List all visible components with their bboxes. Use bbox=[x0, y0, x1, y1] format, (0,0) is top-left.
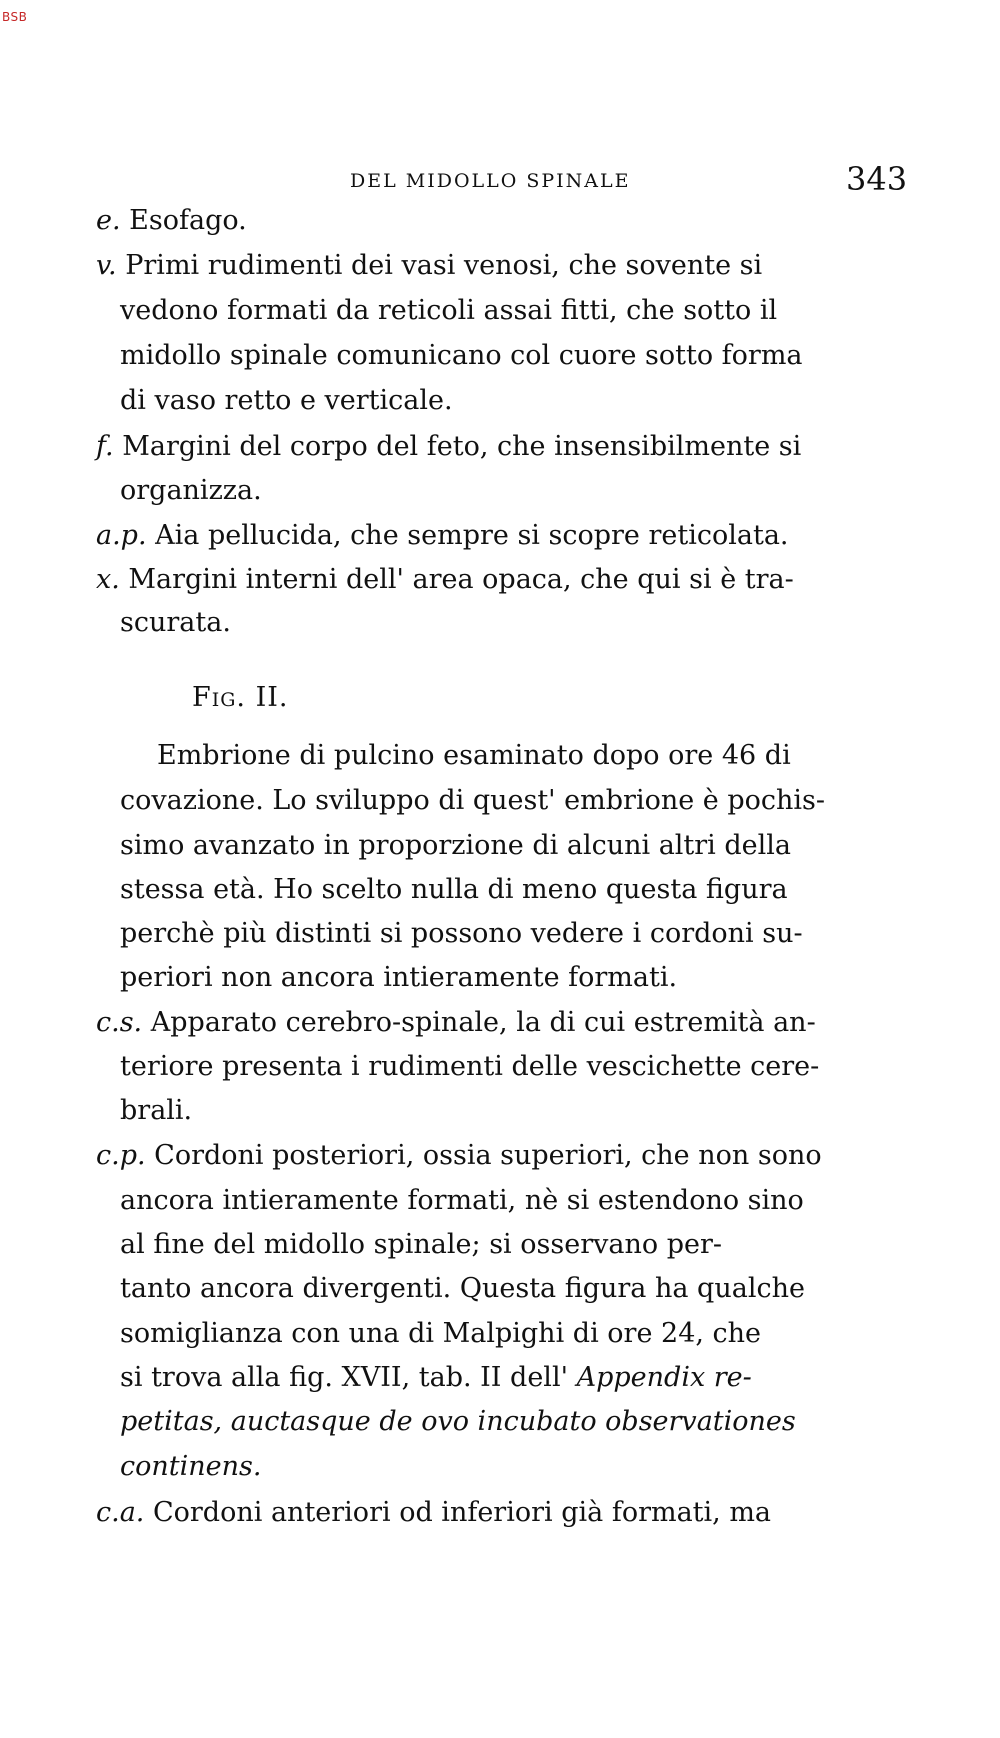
entry-text: Cordoni posteriori, ossia superiori, che non sono bbox=[154, 1140, 822, 1171]
text-line: di vaso retto e verticale. bbox=[120, 385, 453, 416]
text-line bbox=[120, 1364, 752, 1391]
text-line: stessa età. Ho scelto nulla di meno questa figura bbox=[120, 874, 788, 905]
text-line bbox=[96, 1009, 816, 1036]
latin-title-line: continens. bbox=[120, 1451, 262, 1482]
figure-heading: Fig. II. bbox=[192, 682, 289, 713]
text-line: midollo spinale comunicano col cuore sotto forma bbox=[120, 340, 803, 371]
text-line: covazione. Lo sviluppo di quest' embrione è pochis- bbox=[120, 785, 826, 816]
text-line bbox=[96, 522, 789, 549]
library-stamp: BSB bbox=[2, 10, 28, 24]
text-line: al fine del midollo spinale; si osservano per- bbox=[120, 1229, 722, 1260]
text-line: organizza. bbox=[120, 475, 262, 506]
text-line: Embrione di pulcino esaminato dopo ore 46 di bbox=[157, 740, 791, 771]
text-line: brali. bbox=[120, 1095, 193, 1126]
entry-label: v. bbox=[96, 250, 117, 281]
text-line: perchè più distinti si possono vedere i cordoni su- bbox=[120, 918, 803, 949]
entry-text: Primi rudimenti dei vasi venosi, che sovente si bbox=[125, 250, 763, 281]
text-line: ancora intieramente formati, nè si estendono sino bbox=[120, 1185, 804, 1216]
text-line bbox=[96, 207, 247, 234]
entry-text: Cordoni anteriori od inferiori già formati, ma bbox=[152, 1497, 772, 1528]
page-number: 343 bbox=[846, 160, 908, 198]
text-line: vedono formati da reticoli assai fitti, che sotto il bbox=[120, 295, 778, 326]
entry-label: c.s. bbox=[96, 1007, 143, 1038]
entry-text: Margini del corpo del feto, che insensibilmente si bbox=[122, 431, 802, 462]
text-line: periori non ancora intieramente formati. bbox=[120, 962, 678, 993]
text-line: scurata. bbox=[120, 607, 231, 638]
entry-text: Apparato cerebro-spinale, la di cui estremità an- bbox=[150, 1007, 816, 1038]
entry-text: Margini interni dell' area opaca, che qui si è tra- bbox=[128, 564, 794, 595]
entry-label: f. bbox=[96, 431, 114, 462]
text-line: teriore presenta i rudimenti delle vescichette cere- bbox=[120, 1051, 820, 1082]
text-line: tanto ancora divergenti. Questa figura ha qualche bbox=[120, 1273, 805, 1304]
entry-label: c.p. bbox=[96, 1140, 146, 1171]
latin-title-line: petitas, auctasque de ovo incubato observationes bbox=[120, 1406, 796, 1437]
text-line bbox=[96, 433, 801, 460]
entry-label: e. bbox=[96, 205, 121, 236]
text-line: simo avanzato in proporzione di alcuni altri della bbox=[120, 830, 792, 861]
entry-text: Aia pellucida, che sempre si scopre reticolata. bbox=[155, 520, 789, 551]
entry-label: x. bbox=[96, 564, 120, 595]
latin-title-text: Appendix re- bbox=[576, 1362, 752, 1393]
entry-label: a.p. bbox=[96, 520, 147, 551]
text-line bbox=[96, 566, 794, 593]
text-line: somiglianza con una di Malpighi di ore 24, che bbox=[120, 1318, 762, 1349]
text-line bbox=[96, 1499, 771, 1526]
entry-label: c.a. bbox=[96, 1497, 145, 1528]
text-line bbox=[96, 1142, 822, 1169]
entry-text: Esofago. bbox=[129, 205, 247, 236]
running-head: DEL MIDOLLO SPINALE bbox=[350, 170, 631, 192]
text-line bbox=[96, 252, 762, 279]
entry-text: si trova alla fig. XVII, tab. II dell' bbox=[120, 1362, 569, 1393]
